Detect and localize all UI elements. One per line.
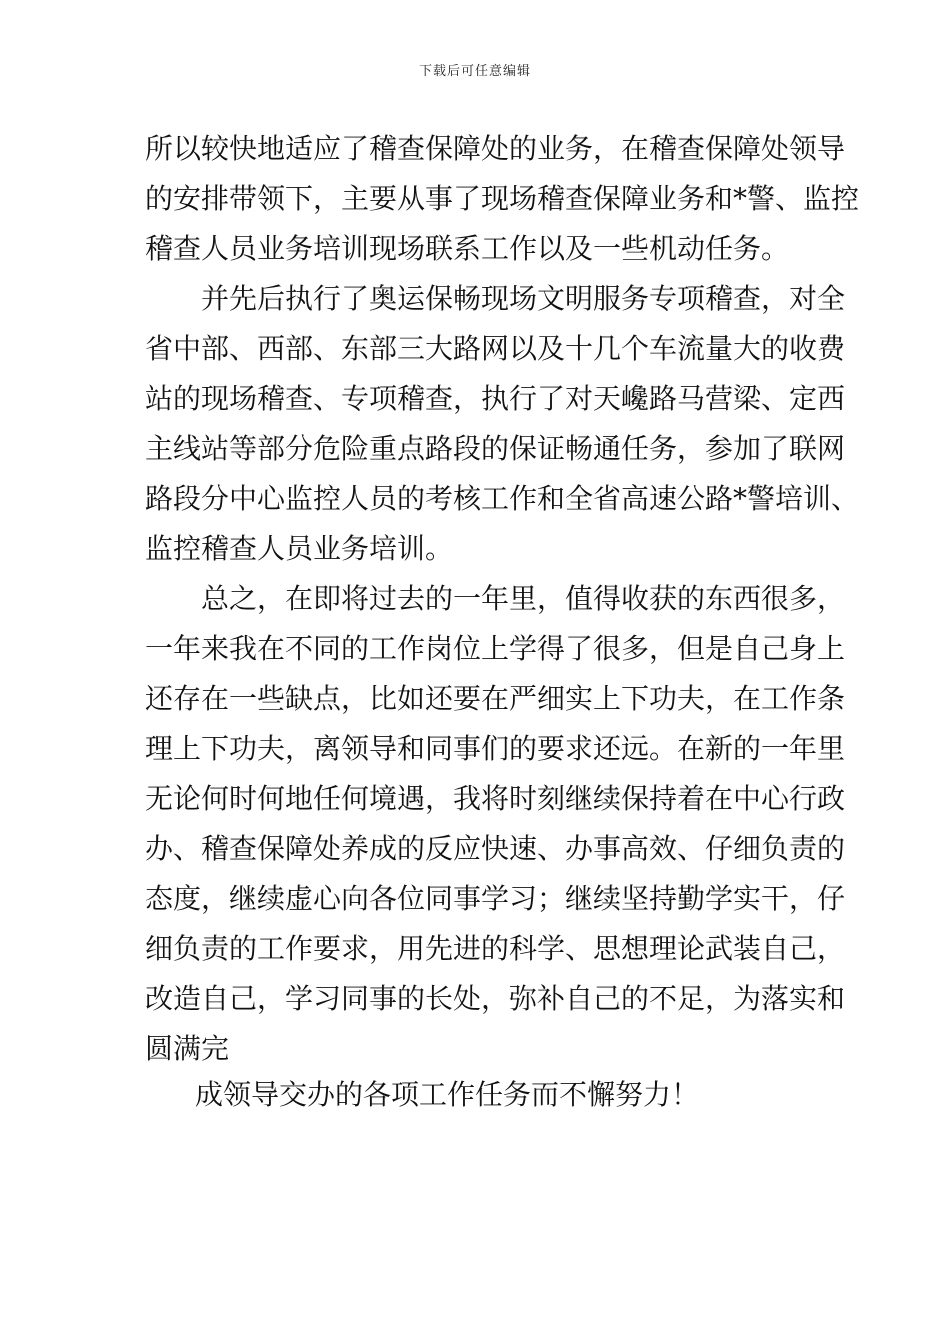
document-body [145,124,860,1074]
text-line: 的安排带领下，主要从事了现场稽查保障业务和*警、监控 [145,182,860,215]
text-line: 总之，在即将过去的一年里，值得收获的东西很多， [201,582,846,615]
text-line: 改造自己，学习同事的长处，弥补自己的不足，为落实和 [145,982,846,1015]
text-line: 还存在一些缺点，比如还要在严细实上下功夫，在工作条 [145,682,846,715]
text-line: 监控稽查人员业务培训。 [145,532,454,565]
paragraph-2 [145,274,860,574]
closing-paragraph [145,1070,810,1120]
text-line: 办、稽查保障处养成的反应快速、办事高效、仔细负责的 [145,832,846,865]
text-line: 圆满完 [145,1032,230,1065]
text-line: 成领导交办的各项工作任务而不懈努力！ [195,1078,700,1111]
paragraph-1 [145,124,860,274]
text-line: 无论何时何地任何境遇，我将时刻继续保持着在中心行政 [145,782,846,815]
paragraph-3 [145,574,846,1074]
text-line: 主线站等部分危险重点路段的保证畅通任务，参加了联网 [145,432,846,465]
text-line: 省中部、西部、东部三大路网以及十几个车流量大的收费 [145,332,846,365]
text-line: 站的现场稽查、专项稽查，执行了对天巉路马营梁、定西 [145,382,846,415]
text-line: 细负责的工作要求，用先进的科学、思想理论武装自己， [145,932,846,965]
text-line: 稽查人员业务培训现场联系工作以及一些机动任务。 [145,232,790,265]
text-line: 所以较快地适应了稽查保障处的业务，在稽查保障处领导 [145,132,846,165]
text-line: 理上下功夫，离领导和同事们的要求还远。在新的一年里 [145,732,846,765]
page-header: 下载后可任意编辑 [418,64,531,79]
text-line: 一年来我在不同的工作岗位上学得了很多，但是自己身上 [145,632,846,665]
text-line: 态度，继续虚心向各位同事学习；继续坚持勤学实干，仔 [145,882,846,915]
text-line: 路段分中心监控人员的考核工作和全省高速公路*警培训、 [145,482,860,515]
text-line: 并先后执行了奥运保畅现场文明服务专项稽查，对全 [201,282,846,315]
